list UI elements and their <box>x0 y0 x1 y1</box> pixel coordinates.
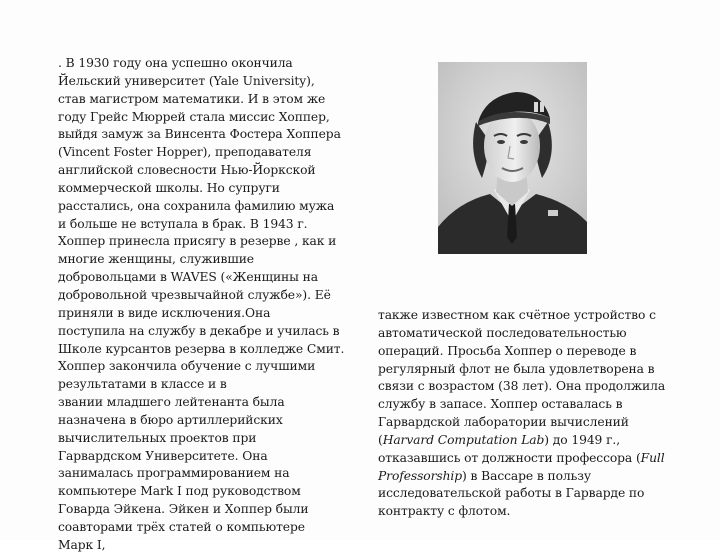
italic-term: Full <box>640 450 665 465</box>
text-line: соавторами трёх статей о компьютере <box>58 519 305 534</box>
text-line <box>378 432 668 450</box>
text-line: поступила на службу в декабре и училась в <box>58 323 340 338</box>
text-line: исследовательской работы в Гарварде по <box>378 486 645 501</box>
text-line: также известном как счётное устройство с <box>378 308 656 322</box>
text-line: году Грейс Мюррей стала миссис Хоппер, <box>58 109 330 124</box>
portrait-image <box>438 62 587 254</box>
text-line: коммерческой школы. Но супруги <box>58 180 280 195</box>
left-paragraph <box>58 55 358 555</box>
text-line: операций. Просьба Хоппер о переводе в <box>378 343 637 358</box>
text-line: и больше не вступала в брак. В 1943 г. <box>58 216 308 231</box>
text-line <box>378 450 668 468</box>
text-line: контракту с флотом. <box>378 504 511 519</box>
italic-term: Professorship <box>378 468 463 483</box>
text-line: связи с возрастом (38 лет). Она продолжила <box>378 379 666 394</box>
text-line: . В 1930 году она успешно окончила <box>58 56 293 70</box>
text-line <box>378 468 668 486</box>
text-fragment: отказавшись от должности профессора ( <box>378 450 641 465</box>
right-text-column <box>378 307 668 521</box>
text-line: Гарвардской лаборатории вычислений <box>378 415 629 430</box>
text-line: результатами в классе и в <box>58 377 227 392</box>
text-line: регулярный флот не была удовлетворена в <box>378 361 655 376</box>
text-line: автоматической последовательностью <box>378 325 627 340</box>
portrait-photo <box>438 62 587 254</box>
text-line: добровольной чрезвычайной службе»). Её <box>58 287 331 302</box>
text-line: Школе курсантов резерва в колледже Смит. <box>58 341 345 356</box>
text-line: Хоппер закончила обучение с лучшими <box>58 359 316 374</box>
text-line: расстались, она сохранила фамилию мужа <box>58 198 335 213</box>
text-line: став магистром математики. И в этом же <box>58 91 326 106</box>
text-line: занималась программированием на <box>58 466 290 481</box>
text-line: Йельский университет (Yale University), <box>58 73 315 88</box>
text-line: вычислительных проектов при <box>58 430 257 445</box>
text-line: выйдя замуж за Винсента Фостера Хоппера <box>58 127 341 142</box>
text-line: Говарда Эйкена. Эйкен и Хоппер были <box>58 502 309 517</box>
text-fragment: ) до 1949 г., <box>544 432 621 447</box>
right-paragraph <box>378 307 668 521</box>
text-fragment: ) в Вассаре в пользу <box>462 468 591 483</box>
text-line: Гарвардском Университете. Она <box>58 448 268 463</box>
text-line: назначена в бюро артиллерийских <box>58 412 283 427</box>
text-line: приняли в виде исключения.Она <box>58 305 271 320</box>
text-fragment: ( <box>378 432 383 447</box>
text-line: добровольцами в WAVES («Женщины на <box>58 270 318 285</box>
text-line: многие женщины, служившие <box>58 252 254 267</box>
text-line: (Vincent Foster Hopper), преподавателя <box>58 145 312 160</box>
italic-term: Harvard Computation Lab <box>382 432 545 447</box>
text-line: Марк I, <box>58 537 106 552</box>
left-text-column <box>58 55 358 555</box>
text-line: Хоппер принесла присягу в резерве , как и <box>58 234 337 249</box>
text-line: английской словесности Нью-Йоркской <box>58 163 316 178</box>
text-line: службу в запасе. Хоппер оставалась в <box>378 397 623 412</box>
text-line: звании младшего лейтенанта была <box>58 395 285 410</box>
text-line: компьютере Mark I под руководством <box>58 484 301 499</box>
